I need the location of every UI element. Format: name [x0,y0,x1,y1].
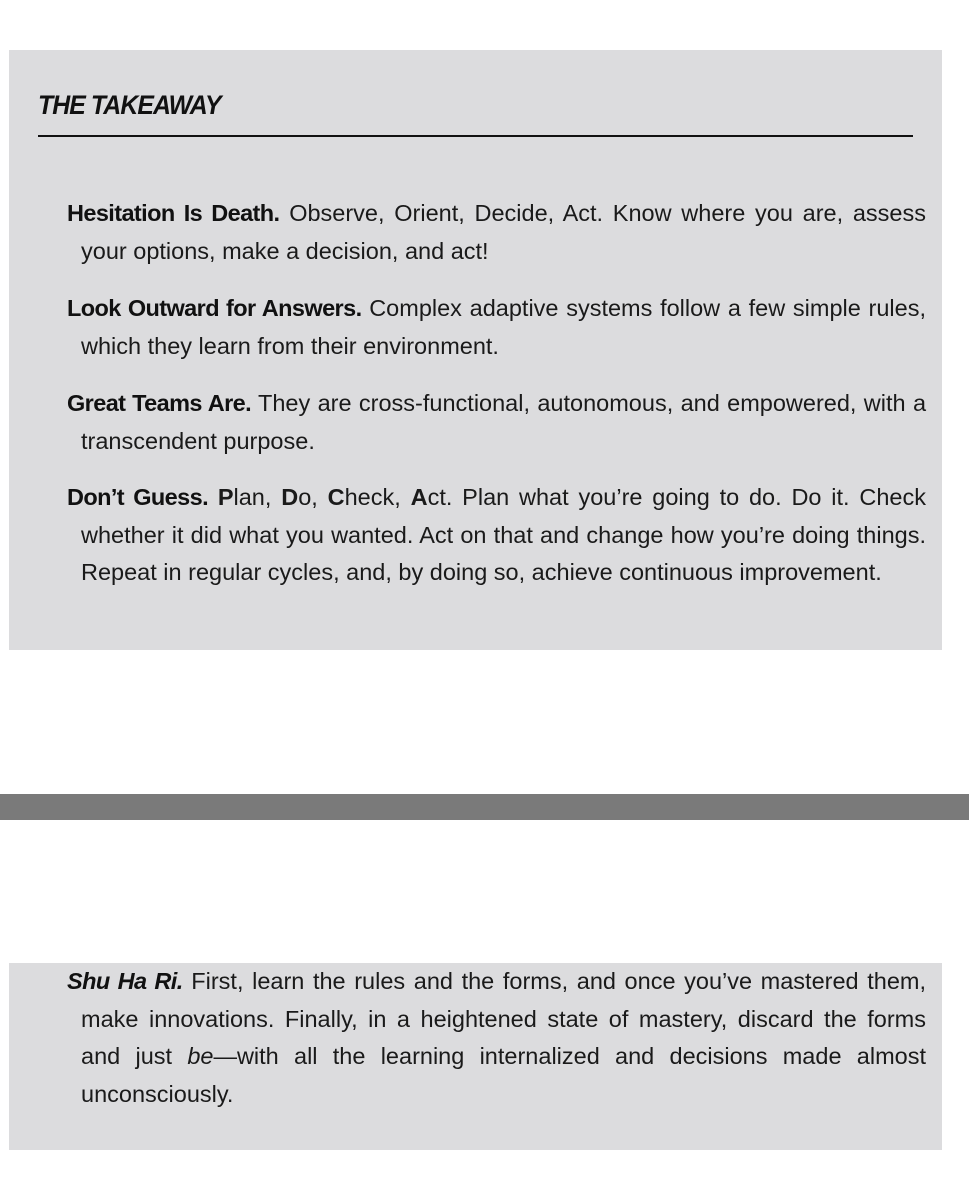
shu-ha-ri-box [9,963,942,1150]
item-lead: Great Teams Are. [67,390,252,416]
takeaway-item-shu-ha-ri [67,963,926,1113]
pdca-initial-a: A [410,484,428,510]
pdca-initial-c: C [327,484,345,510]
takeaway-item-great-teams [67,385,926,460]
item-lead: Don’t Guess. [67,484,209,510]
item-text: Plan what you’re going to do. Do it. Check whether it did what you wanted. Act on that and change how you’re doing things. Repeat in regular cycles, and, by doing so, achieve continuous improvement. [81,484,926,585]
item-emphasis: be [187,1043,214,1069]
item-text: Complex adaptive systems follow a few simple rules, which they learn from their environment. [81,295,926,359]
pdca-rest-a: ct. [427,484,453,510]
page-divider [0,794,969,820]
item-text-after: —with all the learning internalized and decisions made almost unconsciously. [81,1043,926,1107]
item-lead: Hesitation Is Death. [67,200,280,226]
item-text: They are cross-functional, autonomous, and empowered, with a transcendent purpose. [81,390,927,454]
takeaway-item-dont-guess [67,479,926,592]
takeaway-item-look-outward [67,290,926,365]
item-text-before: First, learn the rules and the forms, and once you’ve mastered them, make innovations. Finally, in a heightened state of mastery, discard the forms and just [81,968,926,1069]
pdca-rest-c: heck, [344,484,411,510]
pdca-initial-d: D [281,484,299,510]
item-lead: Shu Ha Ri. [67,968,183,994]
takeaway-title: THE TAKEAWAY [38,90,221,120]
pdca-initial-p: P [217,484,234,510]
takeaway-box [9,50,942,650]
pdca-rest-d: o, [298,484,328,510]
item-text: Observe, Orient, Decide, Act. Know where you are, assess your options, make a decision, and act! [81,200,926,264]
item-lead: Look Outward for Answers. [67,295,362,321]
takeaway-item-hesitation [67,195,926,270]
pdca-rest-p: lan, [233,484,282,510]
title-rule [38,135,913,137]
